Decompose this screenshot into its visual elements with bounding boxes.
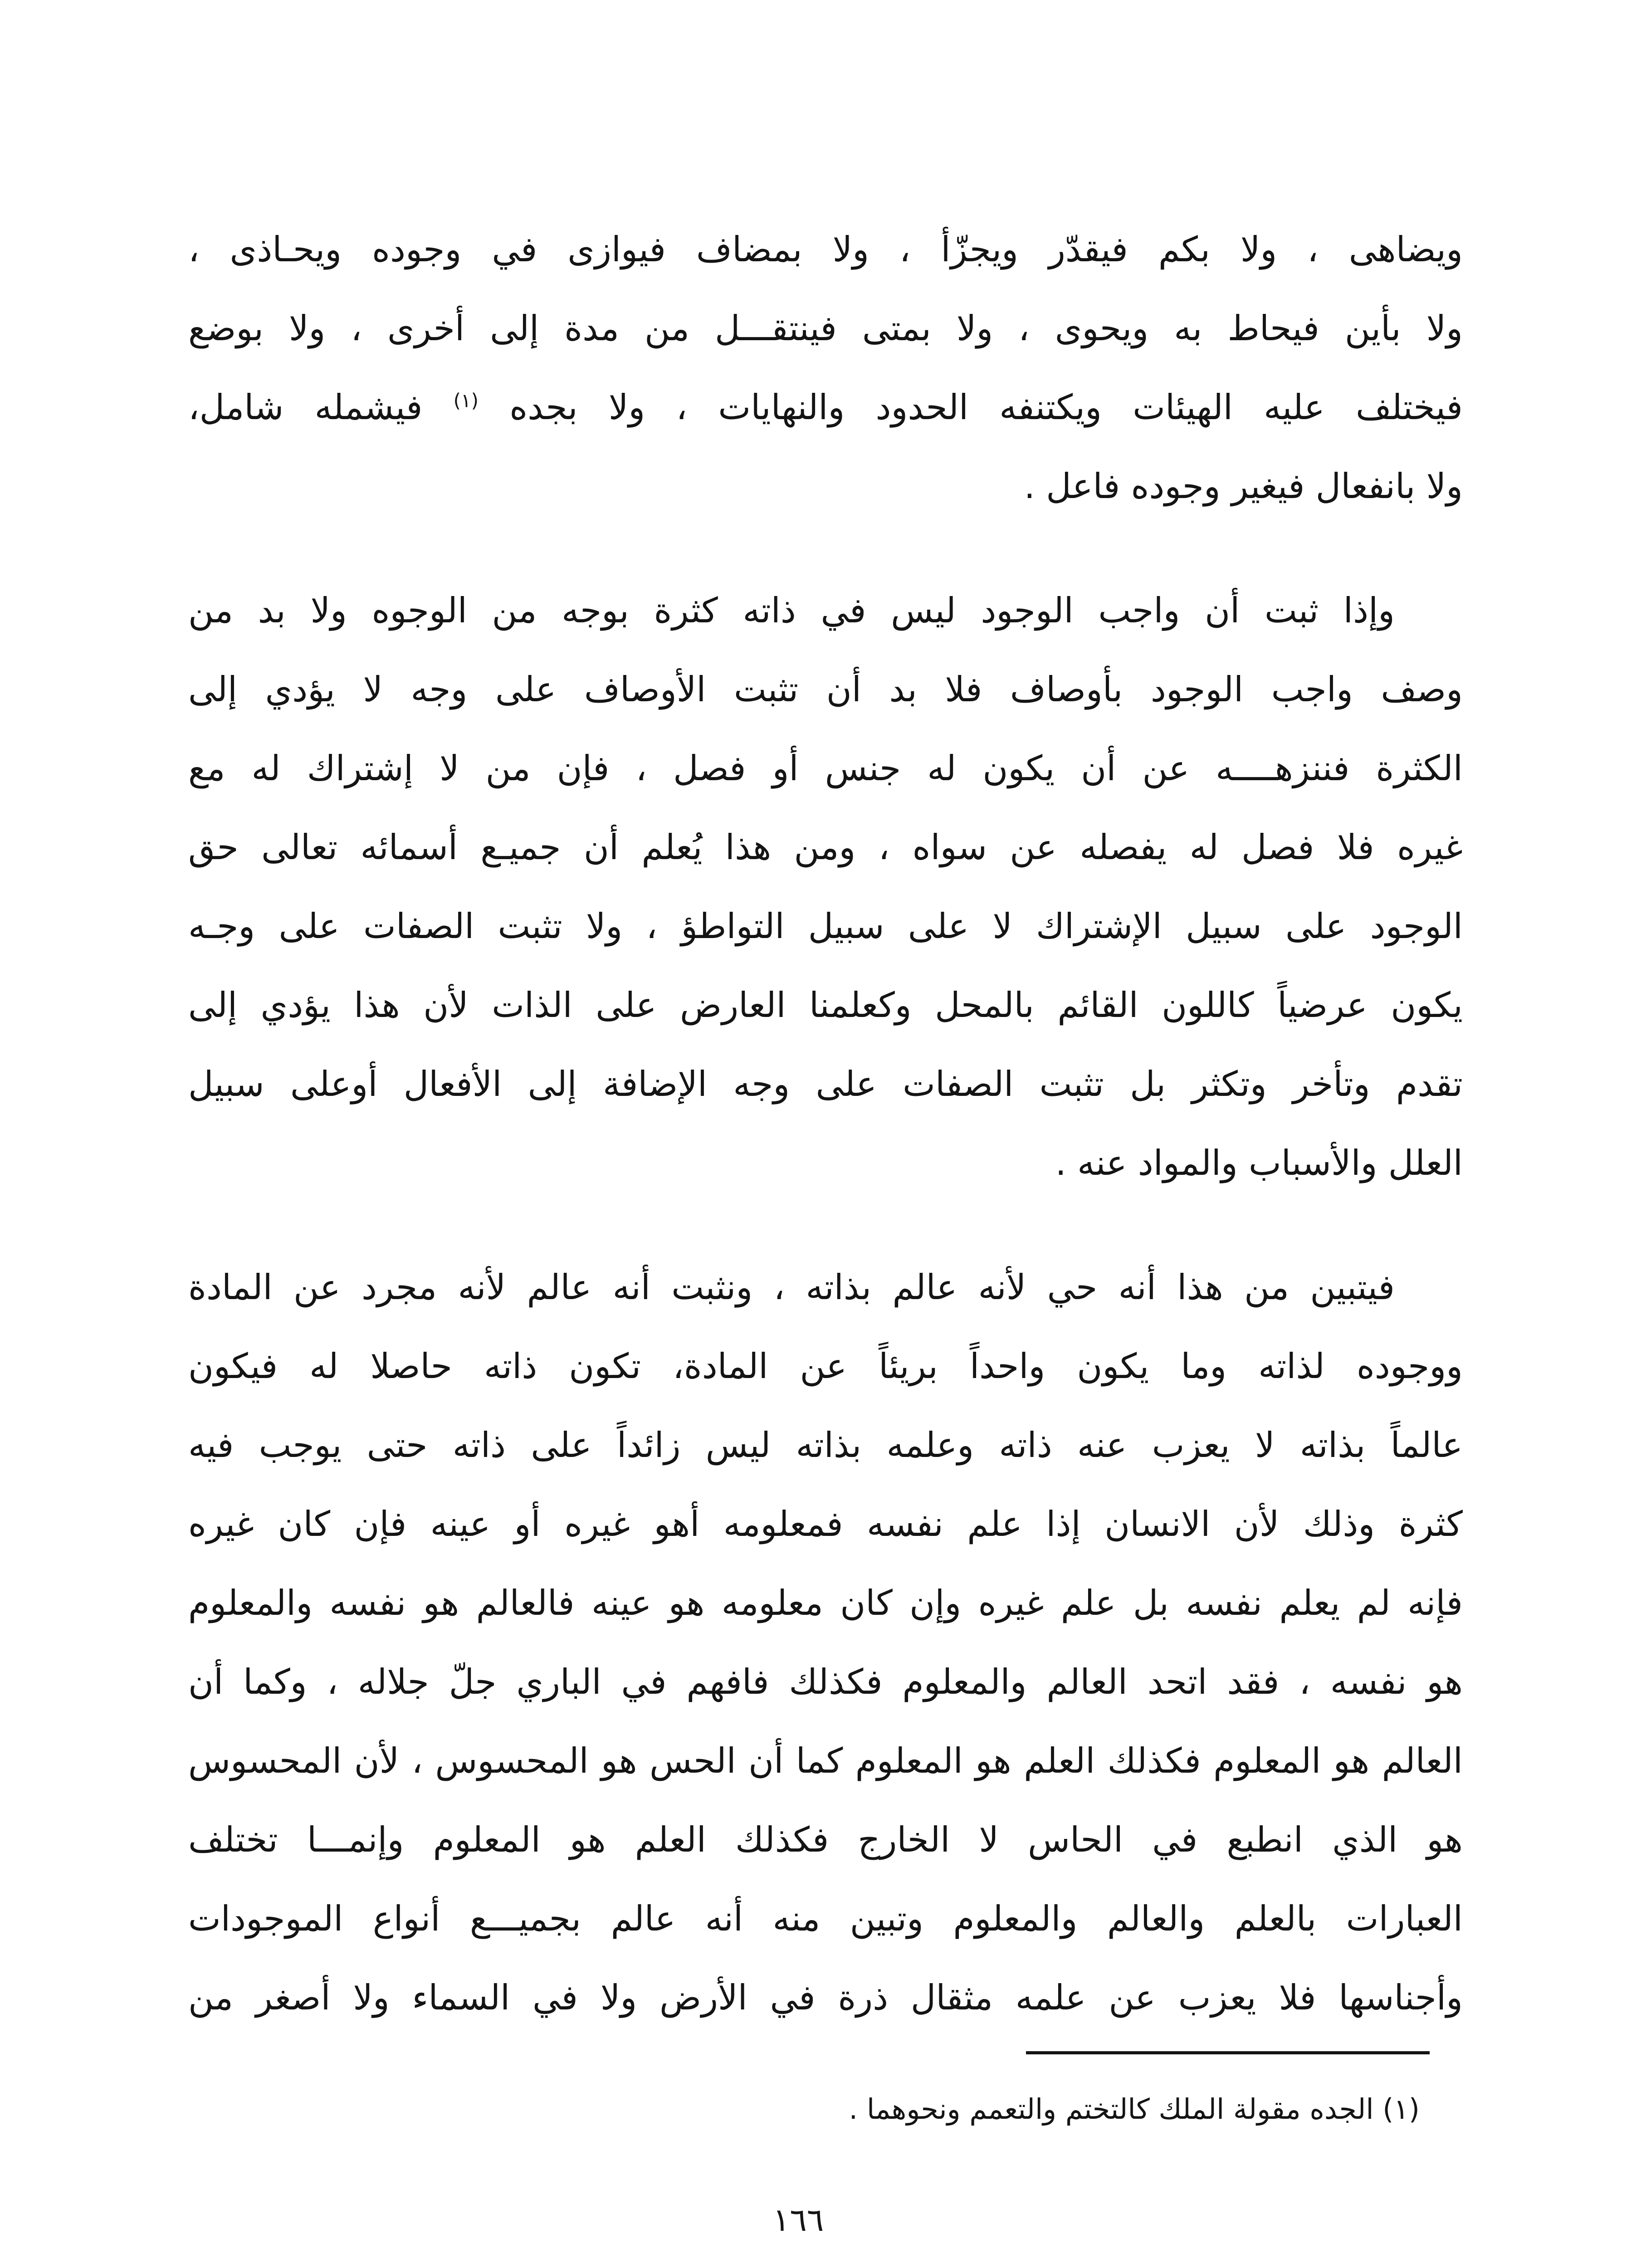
footnote: (١) الجده مقولة الملك كالتختم والتعمم ونحوهما . (849, 2092, 1420, 2126)
text-line: العلل والأسباب والمواد عنه . (1055, 1143, 1463, 1183)
text-line: وأجناسها فلا يعزب عن علمه مثقال ذرة في الأرض ولا في السماء ولا أصغر من (188, 1977, 1463, 2018)
text-line: غيره فلا فصل له يفصله عن سواه ، ومن هذا يُعلم أن جميـع أسمائه تعالى حق (188, 827, 1463, 867)
footnote-divider (1026, 2051, 1430, 2054)
text-line (188, 368, 1463, 447)
text-line: الكثرة فننزهــــه عن أن يكون له جنس أو فصل ، فإن من لا إشتراك له مع (188, 748, 1463, 788)
text-line: العبارات بالعلم والعالم والمعلوم وتبين منه أنه عالم بجميـــع أنواع الموجودات (188, 1898, 1463, 1939)
text-line: وإذا ثبت أن واجب الوجود ليس في ذاته كثرة بوجه من الوجوه ولا بد من (188, 590, 1395, 631)
paragraph-1 (188, 210, 1463, 526)
body-text (188, 210, 1463, 2037)
text-line: وصف واجب الوجود بأوصاف فلا بد أن تثبت الأوصاف على وجه لا يؤدي إلى (188, 669, 1463, 709)
text-line: الوجود على سبيل الإشتراك لا على سبيل التواطؤ ، ولا تثبت الصفات على وجـه (188, 906, 1463, 946)
text-line: كثرة وذلك لأن الانسان إذا علم نفسه فمعلومه أهو غيره أو عينه فإن كان غيره (188, 1504, 1463, 1544)
page-number: ١٦٦ (772, 2201, 824, 2239)
text-line: ويضاهى ، ولا بكم فيقدّر ويجزّأ ، ولا بمضاف فيوازى في وجوده ويحـاذى ، (188, 229, 1463, 269)
text-line: هو نفسه ، فقد اتحد العالم والمعلوم فكذلك فافهم في الباري جلّ جلاله ، وكما أن (188, 1662, 1463, 1702)
text-line: العالم هو المعلوم فكذلك العلم هو المعلوم كما أن الحس هو المحسوس ، لأن المحسوس (188, 1740, 1463, 1781)
text-line: عالماً بذاته لا يعزب عنه ذاته وعلمه بذاته ليس زائداً على ذاته حتى يوجب فيه (188, 1425, 1463, 1465)
text-line: يكون عرضياً كاللون القائم بالمحل وكعلمنا العارض على الذات لأن هذا يؤدي إلى (188, 985, 1463, 1025)
text-line: ولا بأين فيحاط به ويحوى ، ولا بمتى فينتقـــل من مدة إلى أخرى ، ولا بوضع (188, 308, 1463, 348)
paragraph-2 (188, 571, 1463, 1202)
text-line: هو الذي انطبع في الحاس لا الخارج فكذلك العلم هو المعلوم وإنمـــا تختلف (188, 1819, 1463, 1860)
footnote-reference: (١) (453, 389, 479, 412)
text-line: ووجوده لذاته وما يكون واحداً بريئاً عن المادة، تكون ذاته حاصلا له فيكون (188, 1346, 1463, 1386)
text-line: تقدم وتأخر وتكثر بل تثبت الصفات على وجه الإضافة إلى الأفعال أوعلى سبيل (188, 1064, 1463, 1104)
text-line: فإنه لم يعلم نفسه بل علم غيره وإن كان معلومه هو عينه فالعالم هو نفسه والمعلوم (188, 1583, 1463, 1623)
text-line: ولا بانفعال فيغير وجوده فاعل . (1024, 466, 1463, 506)
text-line-segment: فيختلف عليه الهيئات ويكتنفه الحدود والنهايات ، ولا بجده (509, 387, 1463, 427)
paragraph-3 (188, 1248, 1463, 2037)
text-line-segment: فيشمله شامل، (188, 387, 423, 427)
text-line: فيتبين من هذا أنه حي لأنه عالم بذاته ، ونثبت أنه عالم لأنه مجرد عن المادة (188, 1267, 1395, 1307)
